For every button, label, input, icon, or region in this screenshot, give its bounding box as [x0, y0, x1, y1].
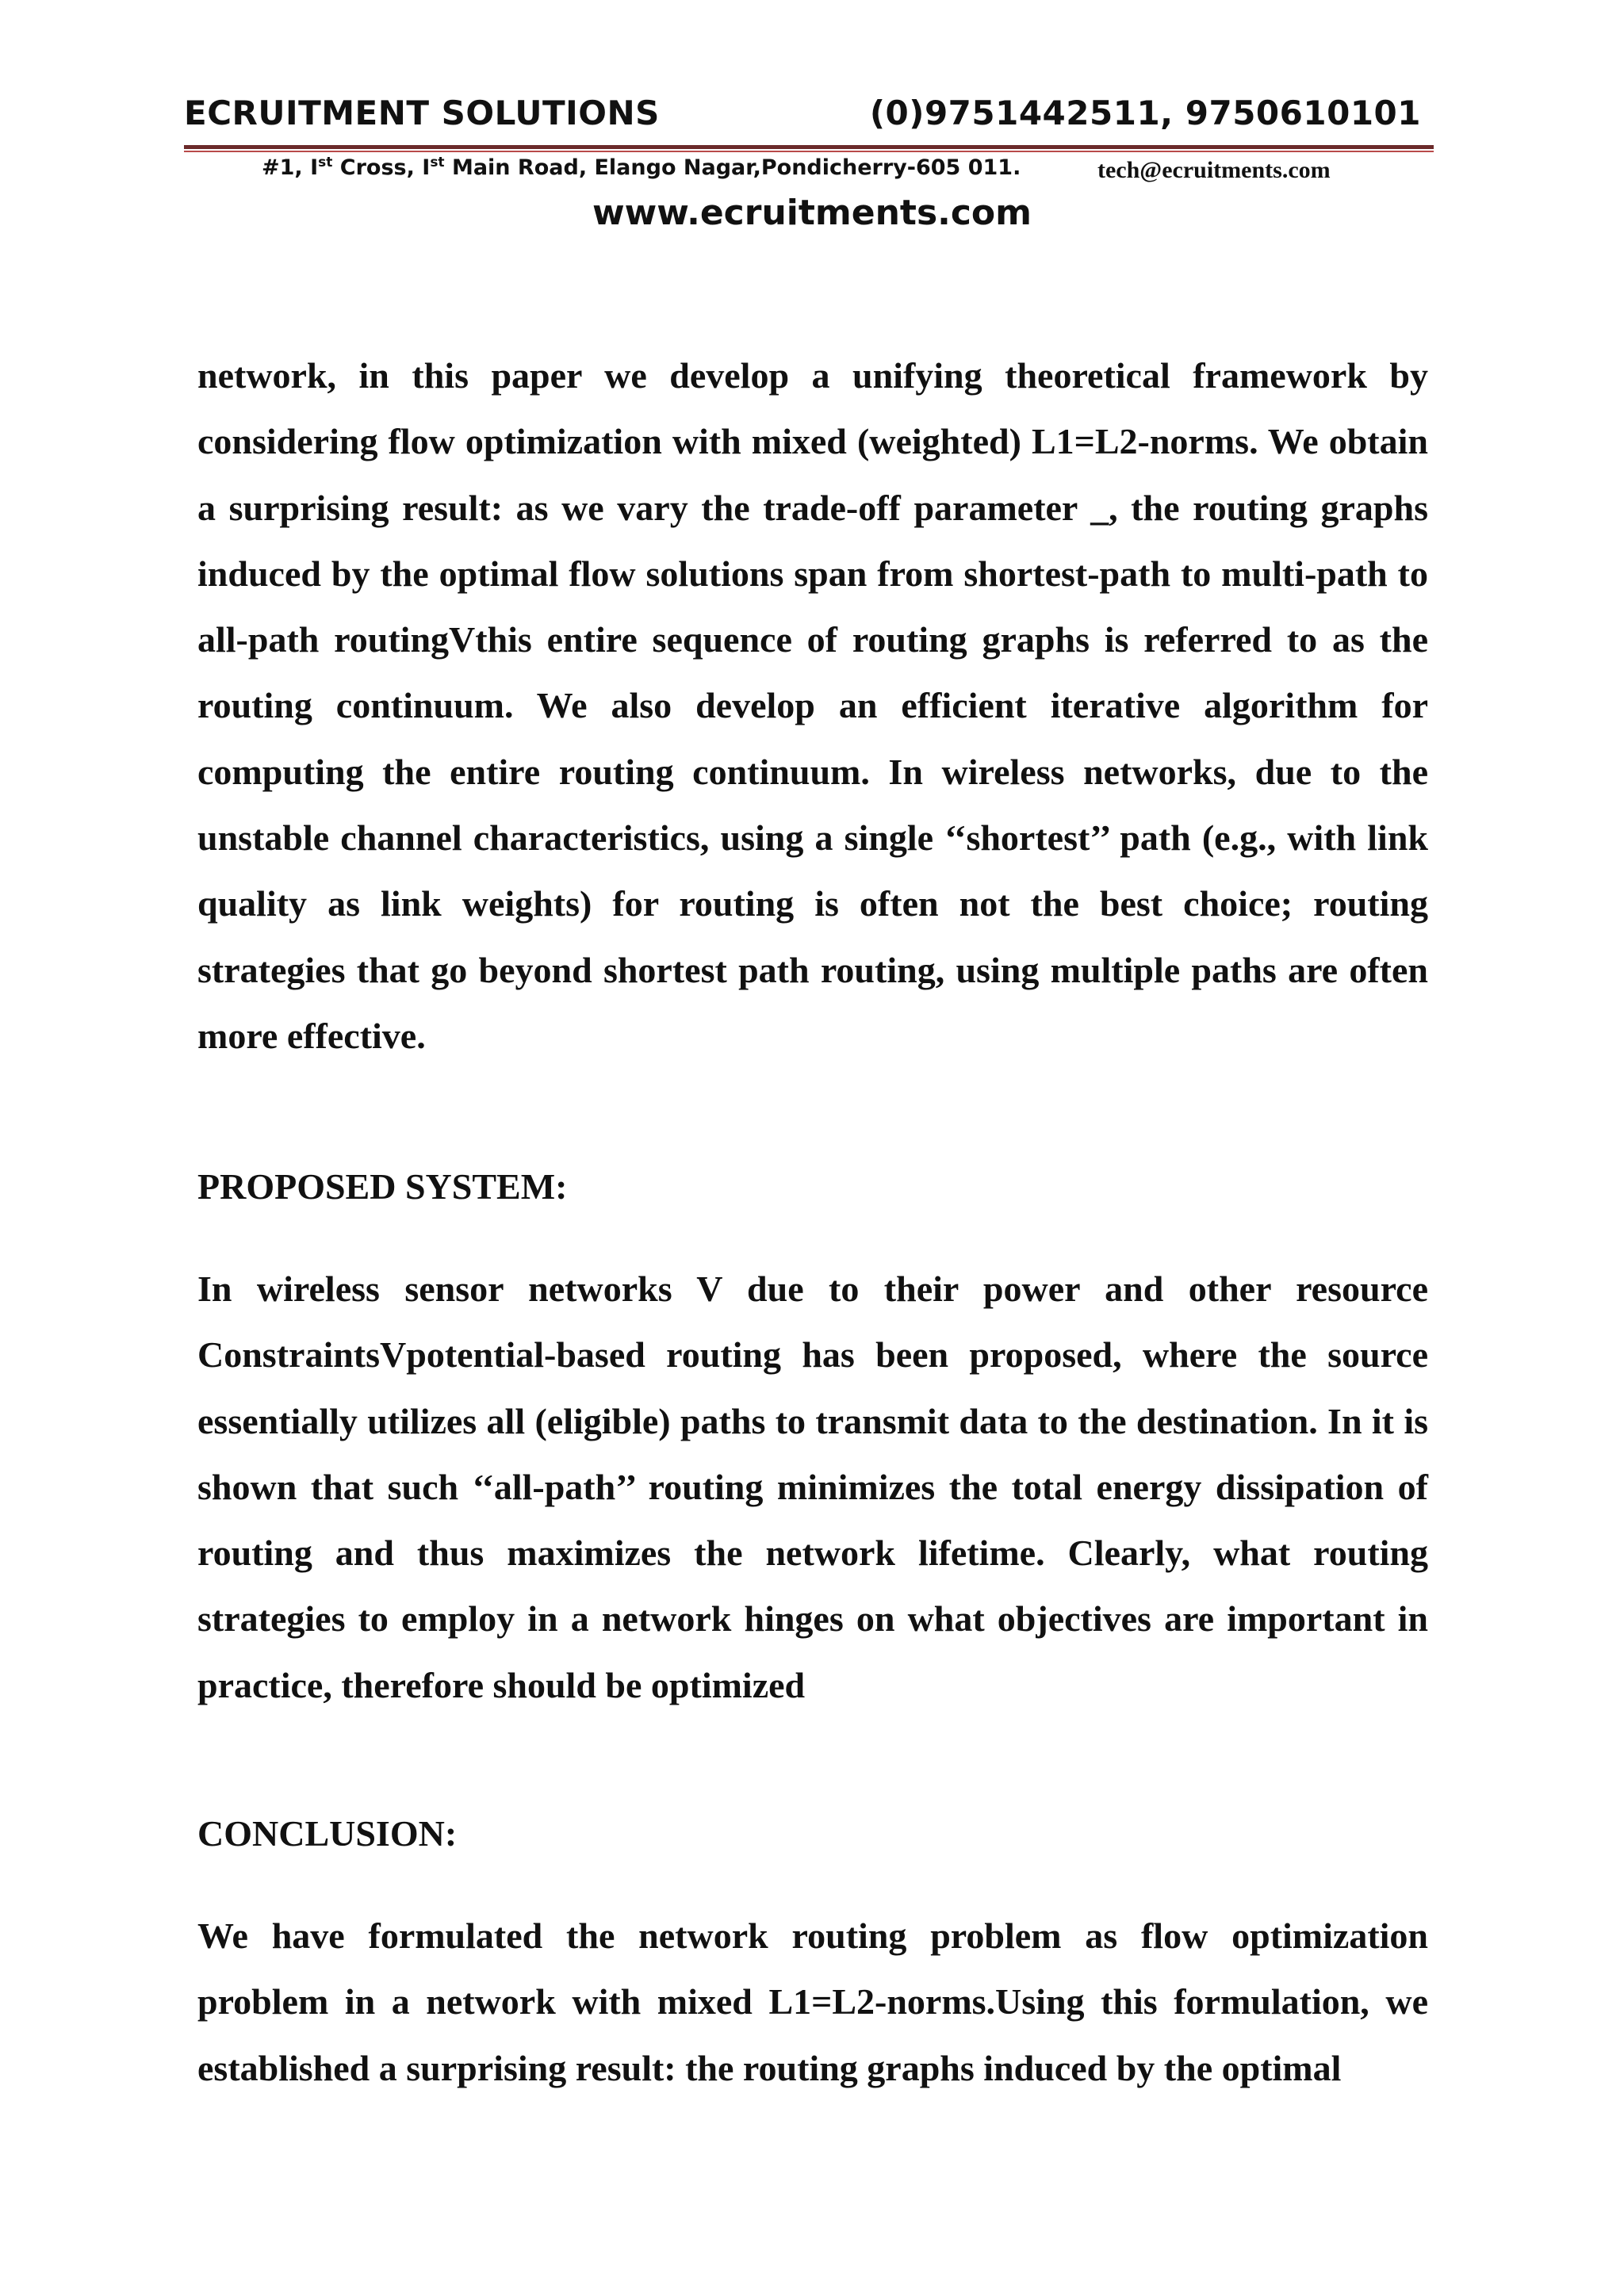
company-phone: (0)9751442511, 9750610101 [869, 94, 1421, 132]
company-address: #1, Ist Cross, Ist Main Road, Elango Nagar,Pondicherry-605 011. [262, 155, 1021, 180]
company-name: ECRUITMENT SOLUTIONS [184, 94, 660, 132]
letterhead-address-row [262, 155, 1372, 187]
conclusion-section [197, 1903, 1428, 2101]
header-divider-thin [184, 151, 1434, 152]
company-website: www.ecruitments.com [592, 193, 1032, 233]
proposed-system-paragraph: In wireless sensor networks V due to their power and other resource ConstraintsVpotential-based routing has been proposed, where the source essentially utilizes all (eligible) paths to transmit data to the destination. In it is shown that such ‘‘all-path’’ routing minimizes the total energy dissipation of routing and thus maximizes the network lifetime. Clearly, what routing strategies to employ in a network hinges on what objectives are important in practice, therefore should be optimized [197, 1269, 1428, 1705]
proposed-system-heading: PROPOSED SYSTEM: [197, 1166, 568, 1207]
header-divider-thick [184, 145, 1434, 149]
company-email: tech@ecruitments.com [1097, 157, 1331, 183]
intro-paragraph: network, in this paper we develop a unifying theoretical framework by considering flow optimization with mixed (weighted) L1=L2-norms. We obtain a surprising result: as we vary the trade-off parameter _, the routing graphs induced by the optimal flow solutions span from shortest-path to multi-path to all-path routingVthis entire sequence of routing graphs is referred to as the routing continuum. We also develop an efficient iterative algorithm for computing the entire routing continuum. In wireless networks, due to the unstable channel characteristics, using a single ‘‘shortest’’ path (e.g., with link quality as link weights) for routing is often not the best choice; routing strategies that go beyond shortest path routing, using multiple paths are often more effective. [197, 355, 1428, 1056]
conclusion-heading: CONCLUSION: [197, 1813, 458, 1854]
proposed-system-section [197, 1256, 1428, 1718]
conclusion-paragraph: We have formulated the network routing problem as flow optimization problem in a network with mixed L1=L2-norms.Using this formulation, we established a surprising result: the routing graphs induced by the optimal [197, 1915, 1428, 2088]
intro-section [197, 342, 1428, 1069]
letterhead-top-row [184, 94, 1421, 149]
